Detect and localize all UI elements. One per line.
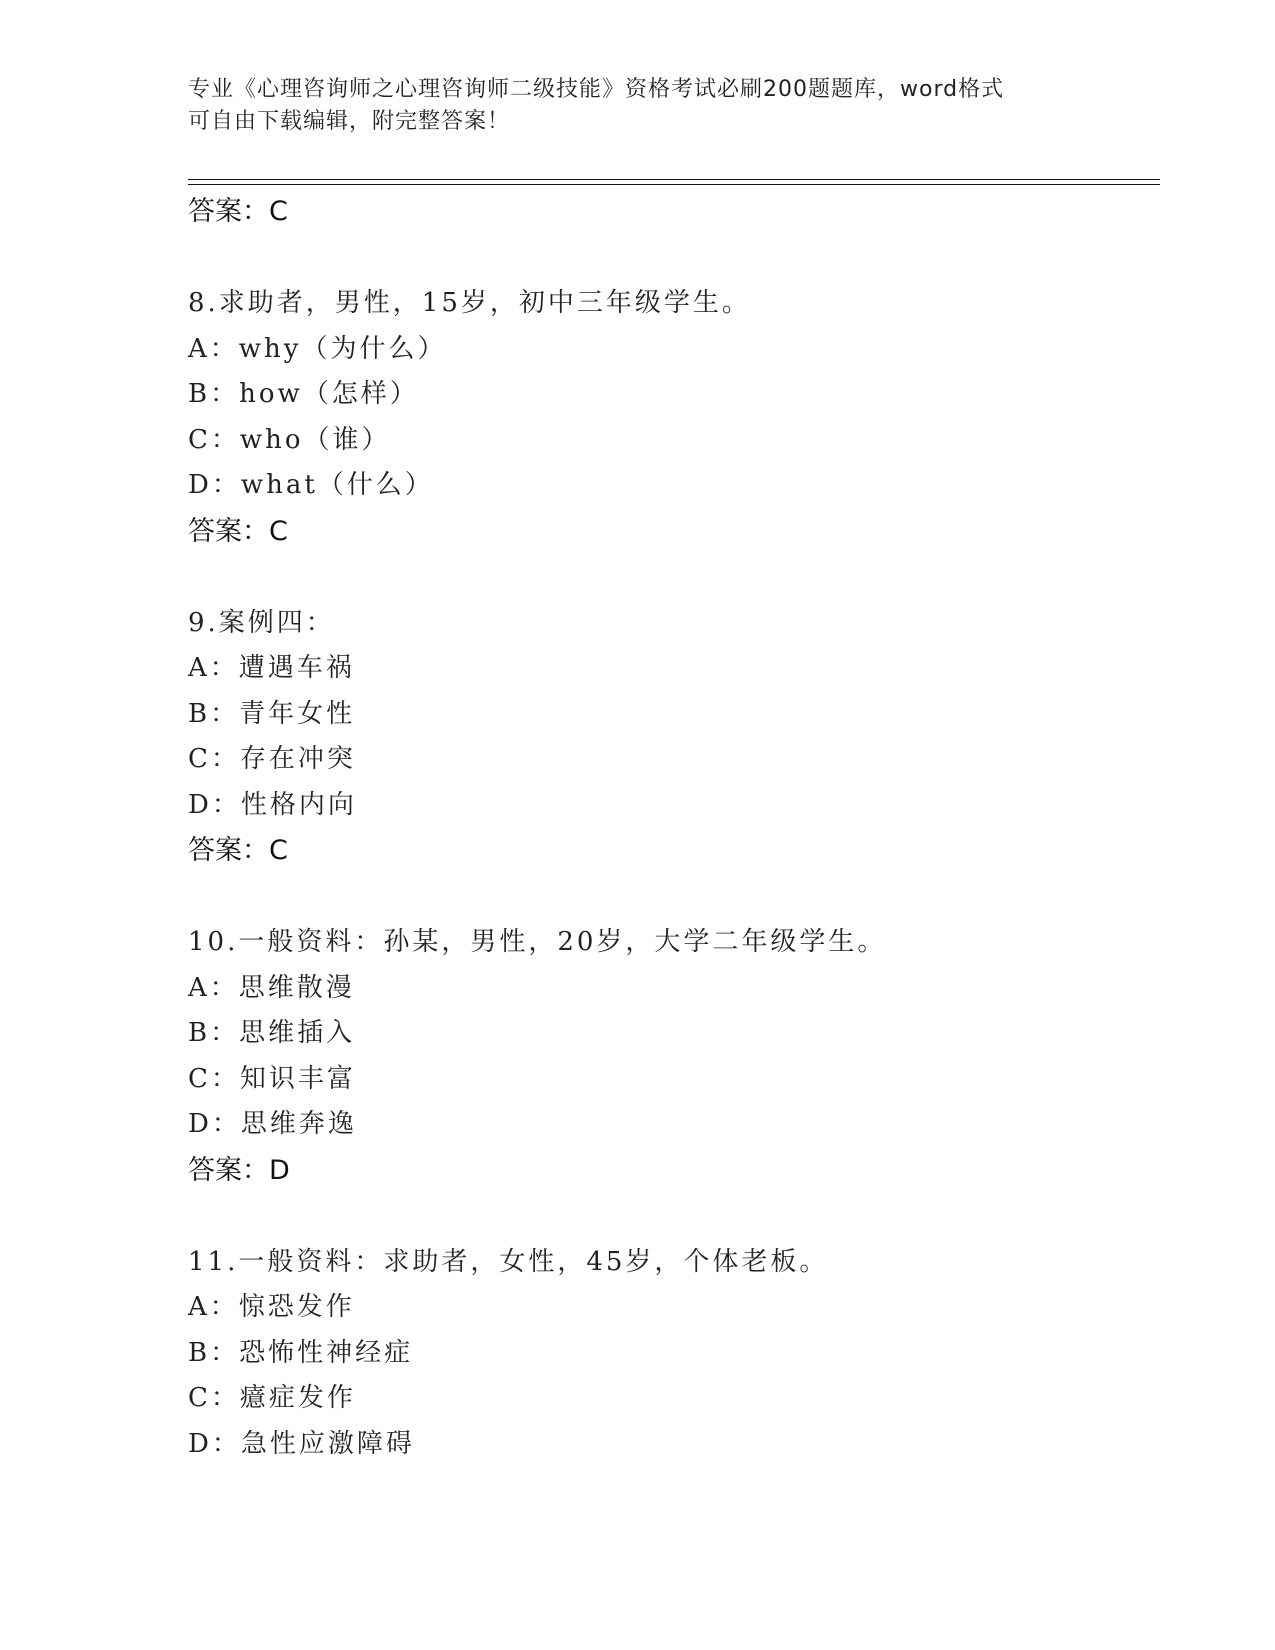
- option-a: A：惊恐发作: [188, 1292, 355, 1322]
- question-list: [188, 189, 1148, 1467]
- option-d: D：思维奔逸: [188, 1109, 357, 1139]
- option-d: D：急性应激障碍: [188, 1428, 415, 1459]
- option-a: A：遭遇车祸: [188, 653, 355, 683]
- option-a: A：思维散漫: [188, 972, 355, 1003]
- spacer: [188, 235, 1148, 281]
- option-b: B：恐怖性神经症: [188, 1337, 414, 1368]
- option-a: A：why（为什么）: [188, 333, 447, 364]
- option-d: D：性格内向: [188, 789, 357, 820]
- header-divider-top: [188, 179, 1160, 180]
- option-c: C：who（谁）: [188, 424, 391, 455]
- spacer: [188, 1194, 1148, 1240]
- question-text: 11.一般资料：求助者，女性，45岁，个体老板。: [188, 1246, 829, 1277]
- header-line-1: 专业《心理咨询师之心理咨询师二级技能》资格考试必刷200题题库，word格式: [188, 77, 1005, 102]
- answer-line: 答案：C: [188, 515, 288, 547]
- answer-line: 答案：D: [188, 1154, 290, 1186]
- question-text: 8.求助者，男性，15岁，初中三年级学生。: [188, 288, 751, 318]
- spacer: [188, 874, 1148, 920]
- option-c: C：癔症发作: [188, 1383, 356, 1413]
- document-header: [188, 74, 1088, 138]
- option-c: C：知识丰富: [188, 1063, 356, 1094]
- option-d: D：what（什么）: [188, 470, 434, 500]
- answer-line: 答案：C: [188, 835, 288, 866]
- option-c: C：存在冲突: [188, 744, 356, 774]
- option-b: B：青年女性: [188, 698, 356, 729]
- answer-line: 答案：C: [188, 196, 288, 227]
- header-divider-bottom: [188, 184, 1160, 185]
- question-text: 9.案例四：: [188, 607, 335, 638]
- option-b: B：how（怎样）: [188, 379, 419, 409]
- option-b: B：思维插入: [188, 1018, 356, 1048]
- question-text: 10.一般资料：孙某，男性，20岁，大学二年级学生。: [188, 927, 887, 957]
- header-line-2: 可自由下载编辑，附完整答案！: [188, 109, 511, 134]
- spacer: [188, 555, 1148, 601]
